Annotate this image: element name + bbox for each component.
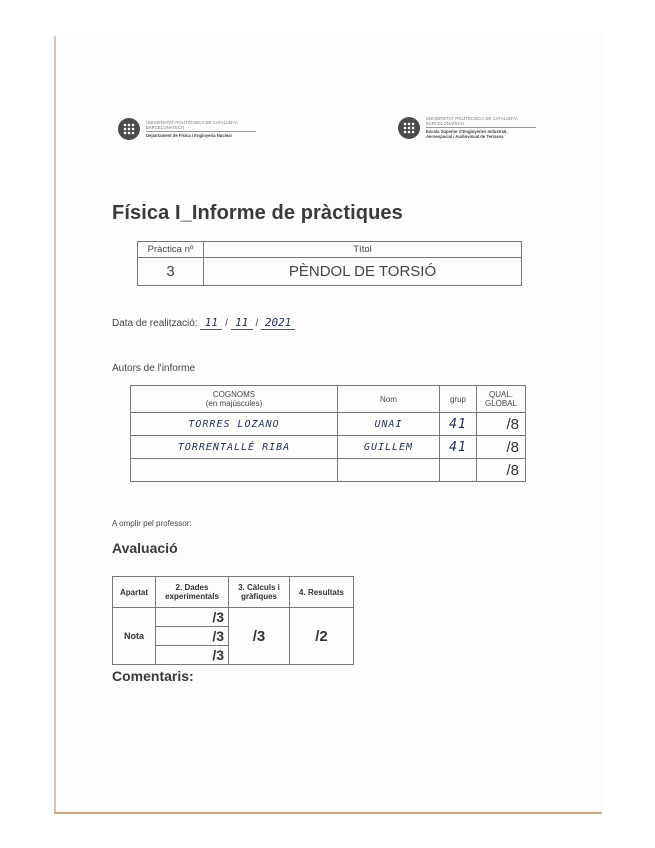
authors-table (130, 385, 526, 482)
page-edge-bottom (54, 812, 602, 814)
upc-logo-right (398, 116, 536, 139)
practice-num-label: Pràctica nº (138, 242, 204, 258)
col-apartat: Apartat (113, 577, 156, 608)
practice-num: 3 (138, 258, 204, 286)
date-month: 11 (231, 316, 253, 330)
upc-emblem-icon (118, 118, 140, 140)
upc-logo-left (118, 118, 256, 140)
author-grup: 41 (440, 413, 477, 436)
practice-table (137, 241, 522, 286)
evaluation-heading: Avaluació (112, 540, 178, 556)
author-qual: /8 (477, 413, 526, 436)
col-calculs: 3. Càlculs i gràfiques (229, 577, 290, 608)
resultats-score: /2 (290, 608, 354, 665)
date-line: Data de realització: 11 / 11 / 2021 (112, 316, 295, 330)
calculs-score: /3 (229, 608, 290, 665)
teacher-note: A omplir pel professor: (112, 519, 192, 528)
upc-emblem-icon (398, 117, 420, 139)
author-qual: /8 (477, 436, 526, 459)
table-row (131, 459, 526, 482)
author-grup: 41 (440, 436, 477, 459)
author-nom (338, 459, 440, 482)
author-grup (440, 459, 477, 482)
author-cognoms: TORRES LOZANO (131, 413, 338, 436)
col-grup: grup (440, 386, 477, 413)
author-cognoms (131, 459, 338, 482)
author-nom: UNAI (338, 413, 440, 436)
date-label: Data de realització: (112, 318, 198, 329)
logo-right-text: UNIVERSITAT POLITÈCNICA DE CATALUNYA BARCELONATECH Escola Superior d'Enginyeries Industrial, Aeroespacial i Audiovisual de Terrassa (426, 116, 518, 140)
practice-title: PÈNDOL DE TORSIÓ (204, 258, 522, 286)
comments-label: Comentaris: (112, 668, 194, 684)
table-row (131, 436, 526, 459)
author-qual: /8 (477, 459, 526, 482)
col-cognoms: COGNOMS (en majúscules) (131, 386, 338, 413)
date-day: 11 (200, 316, 222, 330)
col-qual: QUAL. GLOBAL (477, 386, 526, 413)
col-nom: Nom (338, 386, 440, 413)
dades-score: /3 (156, 627, 229, 646)
col-resultats: 4. Resultats (290, 577, 354, 608)
col-dades: 2. Dades experimentals (156, 577, 229, 608)
table-row (131, 413, 526, 436)
practice-title-label: Títol (204, 242, 522, 258)
author-nom: GUILLEM (338, 436, 440, 459)
dades-score: /3 (156, 608, 229, 627)
page-title: Física I_Informe de pràctiques (112, 202, 403, 224)
logo-left-text: UNIVERSITAT POLITÈCNICA DE CATALUNYA BARCELONATECH Departament de Física i Enginyeria Nuclear (146, 119, 238, 138)
nota-label: Nota (113, 608, 156, 665)
evaluation-table (112, 576, 354, 665)
dades-score: /3 (156, 646, 229, 665)
authors-heading: Autors de l'informe (112, 363, 196, 374)
page-edge-left (54, 36, 56, 812)
author-cognoms: TORRENTALLÉ RIBA (131, 436, 338, 459)
date-year: 2021 (261, 316, 295, 330)
